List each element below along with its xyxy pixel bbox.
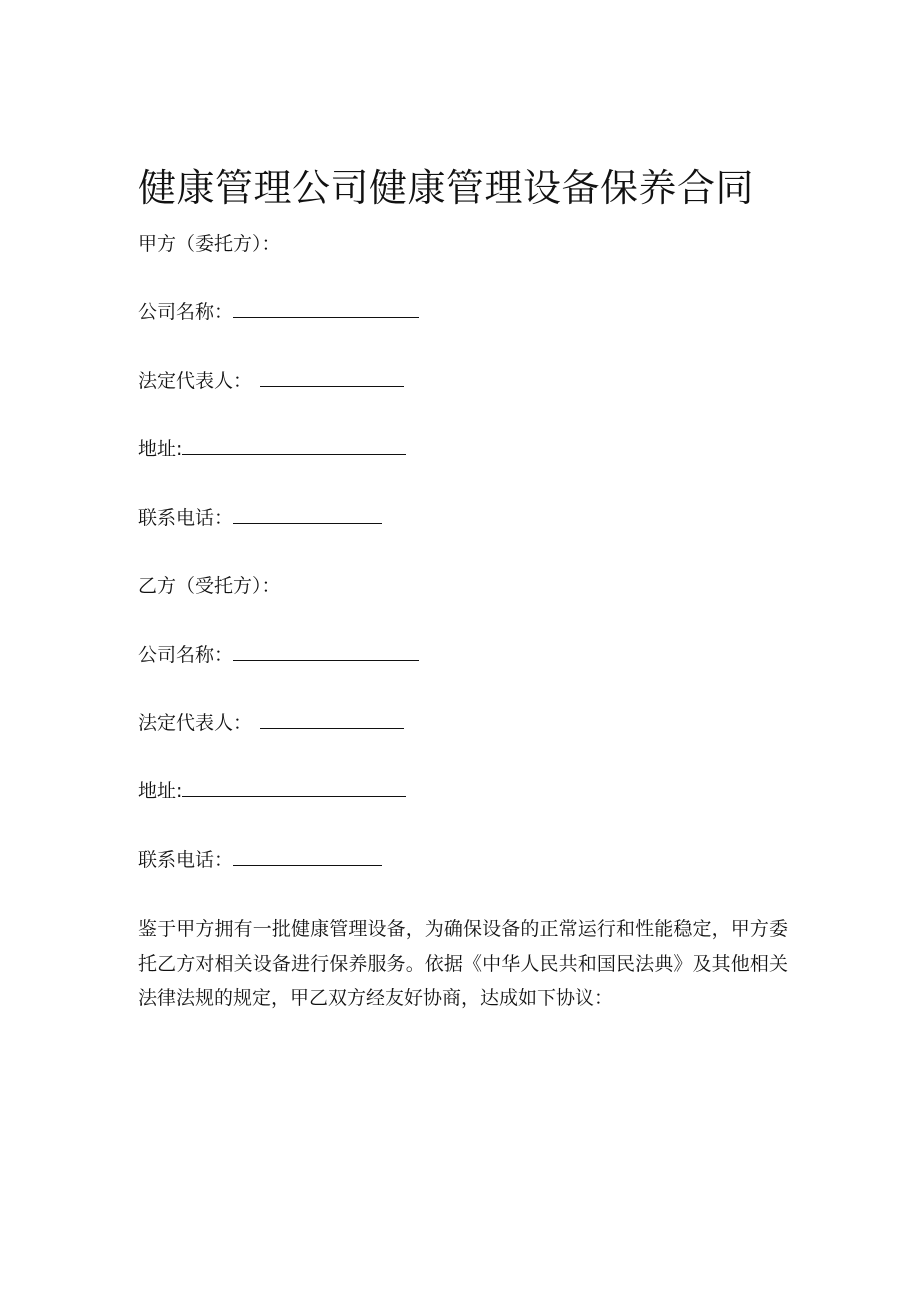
party-b-company-row [138, 641, 419, 669]
party-b-address-blank [182, 777, 406, 797]
party-b-rep-label: 法定代表人： [138, 712, 253, 734]
party-b-company-label: 公司名称： [138, 644, 234, 666]
party-b-company-blank [233, 641, 419, 661]
preamble-paragraph: 鉴于甲方拥有一批健康管理设备，为确保设备的正常运行和性能稳定，甲方委托乙方对相关设备进行保养服务。依据《中华人民共和国民法典》及其他相关法律法规的规定，甲乙双方经友好协商，达成如下协议： [138, 918, 788, 1009]
party-b-rep-blank [260, 709, 404, 729]
party-a-rep-row [138, 367, 404, 395]
party-a-rep-label: 法定代表人： [138, 370, 253, 392]
party-b-rep-row [138, 709, 404, 737]
party-a-heading: 甲方（委托方）： [138, 233, 281, 255]
party-a-rep-blank [260, 367, 404, 387]
party-a-address-row [138, 435, 406, 463]
party-b-phone-row [138, 846, 382, 874]
party-a-company-label: 公司名称： [138, 301, 234, 323]
document-title: 健康管理公司健康管理设备保养合同 [138, 166, 755, 211]
party-b-phone-label: 联系电话： [138, 849, 234, 871]
party-b-heading: 乙方（受托方）： [138, 575, 281, 597]
party-b-address-row [138, 777, 406, 805]
party-a-address-blank [182, 435, 406, 455]
party-b-phone-blank [233, 846, 382, 866]
party-a-phone-label: 联系电话： [138, 507, 234, 529]
party-a-phone-row [138, 504, 382, 532]
party-a-address-label: 地址: [138, 438, 183, 460]
party-a-company-blank [233, 298, 419, 318]
party-a-phone-blank [233, 504, 382, 524]
party-a-company-row [138, 298, 419, 326]
party-b-address-label: 地址: [138, 780, 183, 802]
